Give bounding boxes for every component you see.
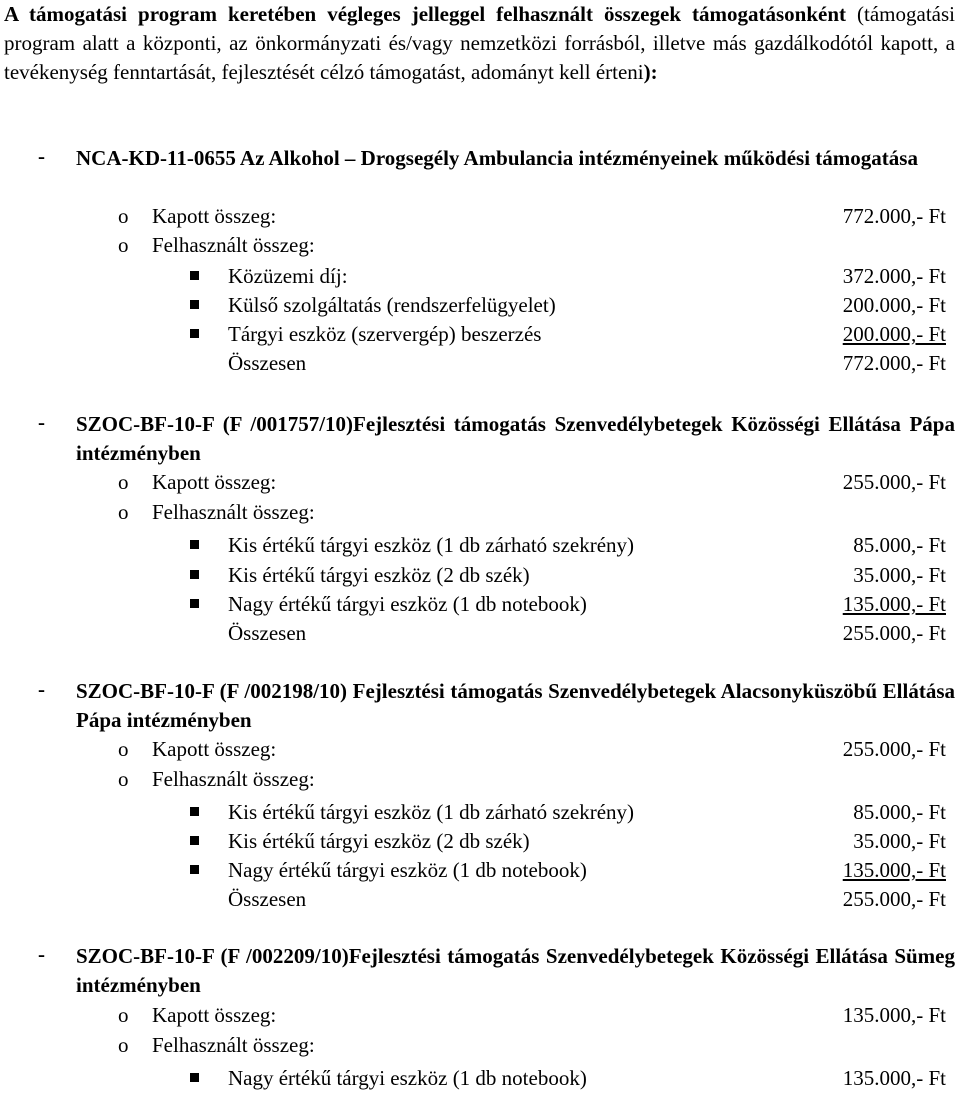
expense-amount: 135.000,- Ft <box>842 592 946 616</box>
circle-bullet-icon: o <box>118 233 129 257</box>
section-dash: - <box>38 677 45 701</box>
expense-item <box>0 291 960 320</box>
expense-label: Kis értékű tárgyi eszköz (1 db zárható szekrény) <box>228 533 635 557</box>
expense-item <box>0 1064 960 1093</box>
received-amount: 772.000,- Ft <box>842 204 946 228</box>
section-title: SZOC-BF-10-F (F /002198/10) Fejlesztési támogatás Szenvedélybetegek Alacsonyküszöbű Ellátása Pápa intézményben <box>76 679 955 732</box>
expense-item <box>0 827 960 856</box>
expense-label: Nagy értékű tárgyi eszköz (1 db notebook) <box>228 858 587 882</box>
total-row <box>0 349 960 378</box>
expense-label: Nagy értékű tárgyi eszköz (1 db notebook) <box>228 1066 587 1090</box>
square-bullet-icon <box>190 807 199 816</box>
used-row <box>0 1031 960 1060</box>
expense-label: Közüzemi díj: <box>228 264 348 288</box>
square-bullet-icon <box>190 271 199 280</box>
received-label: Kapott összeg: <box>152 1003 277 1027</box>
square-bullet-icon <box>190 300 199 309</box>
received-row <box>0 468 960 497</box>
used-label: Felhasznált összeg: <box>152 233 315 257</box>
total-row <box>0 619 960 648</box>
intro-bold-text: A támogatási program keretében végleges jelleggel felhasznált összegek támogatásonként <box>4 2 847 26</box>
expense-amount: 85.000,- Ft <box>853 533 946 557</box>
section-dash: - <box>38 410 45 434</box>
total-amount: 255.000,- Ft <box>842 621 946 645</box>
total-amount: 772.000,- Ft <box>842 351 946 375</box>
expense-label: Tárgyi eszköz (szervergép) beszerzés <box>228 322 542 346</box>
intro-paragraph <box>4 0 955 87</box>
total-row <box>0 885 960 914</box>
square-bullet-icon <box>190 540 199 549</box>
section-title: NCA-KD-11-0655 Az Alkohol – Drogsegély Ambulancia intézményeinek működési támogatása <box>76 146 918 170</box>
total-label: Összesen <box>228 351 307 375</box>
expense-amount: 200.000,- Ft <box>842 293 946 317</box>
expense-item <box>0 798 960 827</box>
total-label: Összesen <box>228 887 307 911</box>
circle-bullet-icon: o <box>118 204 129 228</box>
received-label: Kapott összeg: <box>152 737 277 761</box>
expense-amount: 135.000,- Ft <box>842 1066 946 1090</box>
used-label: Felhasznált összeg: <box>152 1033 315 1057</box>
total-label: Összesen <box>228 621 307 645</box>
section-title: SZOC-BF-10-F (F /002209/10)Fejlesztési támogatás Szenvedélybetegek Közösségi Ellátása Sümeg intézményben <box>76 944 955 997</box>
expense-amount: 85.000,- Ft <box>853 800 946 824</box>
received-label: Kapott összeg: <box>152 204 277 228</box>
expense-label: Nagy értékű tárgyi eszköz (1 db notebook) <box>228 592 587 616</box>
section-title: SZOC-BF-10-F (F /001757/10)Fejlesztési támogatás Szenvedélybetegek Közösségi Ellátása Pápa intézményben <box>76 412 955 465</box>
used-label: Felhasznált összeg: <box>152 767 315 791</box>
used-row <box>0 765 960 794</box>
expense-amount: 372.000,- Ft <box>842 264 946 288</box>
circle-bullet-icon: o <box>118 1033 129 1057</box>
expense-label: Külső szolgáltatás (rendszerfelügyelet) <box>228 293 556 317</box>
received-row <box>0 735 960 764</box>
circle-bullet-icon: o <box>118 737 129 761</box>
square-bullet-icon <box>190 1073 199 1082</box>
square-bullet-icon <box>190 329 199 338</box>
circle-bullet-icon: o <box>118 500 129 524</box>
expense-item <box>0 531 960 560</box>
expense-amount: 35.000,- Ft <box>853 829 946 853</box>
section-dash: - <box>38 942 45 966</box>
used-row <box>0 498 960 527</box>
circle-bullet-icon: o <box>118 767 129 791</box>
square-bullet-icon <box>190 865 199 874</box>
used-row <box>0 231 960 260</box>
circle-bullet-icon: o <box>118 1003 129 1027</box>
expense-item <box>0 590 960 619</box>
expense-amount: 35.000,- Ft <box>853 563 946 587</box>
expense-label: Kis értékű tárgyi eszköz (2 db szék) <box>228 829 530 853</box>
received-label: Kapott összeg: <box>152 470 277 494</box>
intro-end: ): <box>643 60 658 84</box>
square-bullet-icon <box>190 836 199 845</box>
total-amount: 255.000,- Ft <box>842 887 946 911</box>
expense-amount: 200.000,- Ft <box>842 322 946 346</box>
expense-item <box>0 856 960 885</box>
expense-label: Kis értékű tárgyi eszköz (2 db szék) <box>228 563 530 587</box>
used-label: Felhasznált összeg: <box>152 500 315 524</box>
received-row <box>0 1001 960 1030</box>
expense-amount: 135.000,- Ft <box>842 858 946 882</box>
square-bullet-icon <box>190 570 199 579</box>
section-dash: - <box>38 144 45 168</box>
intro-text: (támogatási program alatt a központi, az önkormányzati és/vagy nemzetközi forrásból, illetve más gazdálkodótól kapott, a tevékenység fenntartását, fejlesztését célzó támogatást, adományt kell érteni <box>4 2 955 84</box>
expense-item <box>0 262 960 291</box>
expense-item <box>0 320 960 349</box>
square-bullet-icon <box>190 599 199 608</box>
received-row <box>0 202 960 231</box>
received-amount: 135.000,- Ft <box>842 1003 946 1027</box>
received-amount: 255.000,- Ft <box>842 470 946 494</box>
expense-label: Kis értékű tárgyi eszköz (1 db zárható szekrény) <box>228 800 635 824</box>
circle-bullet-icon: o <box>118 470 129 494</box>
expense-item <box>0 561 960 590</box>
received-amount: 255.000,- Ft <box>842 737 946 761</box>
